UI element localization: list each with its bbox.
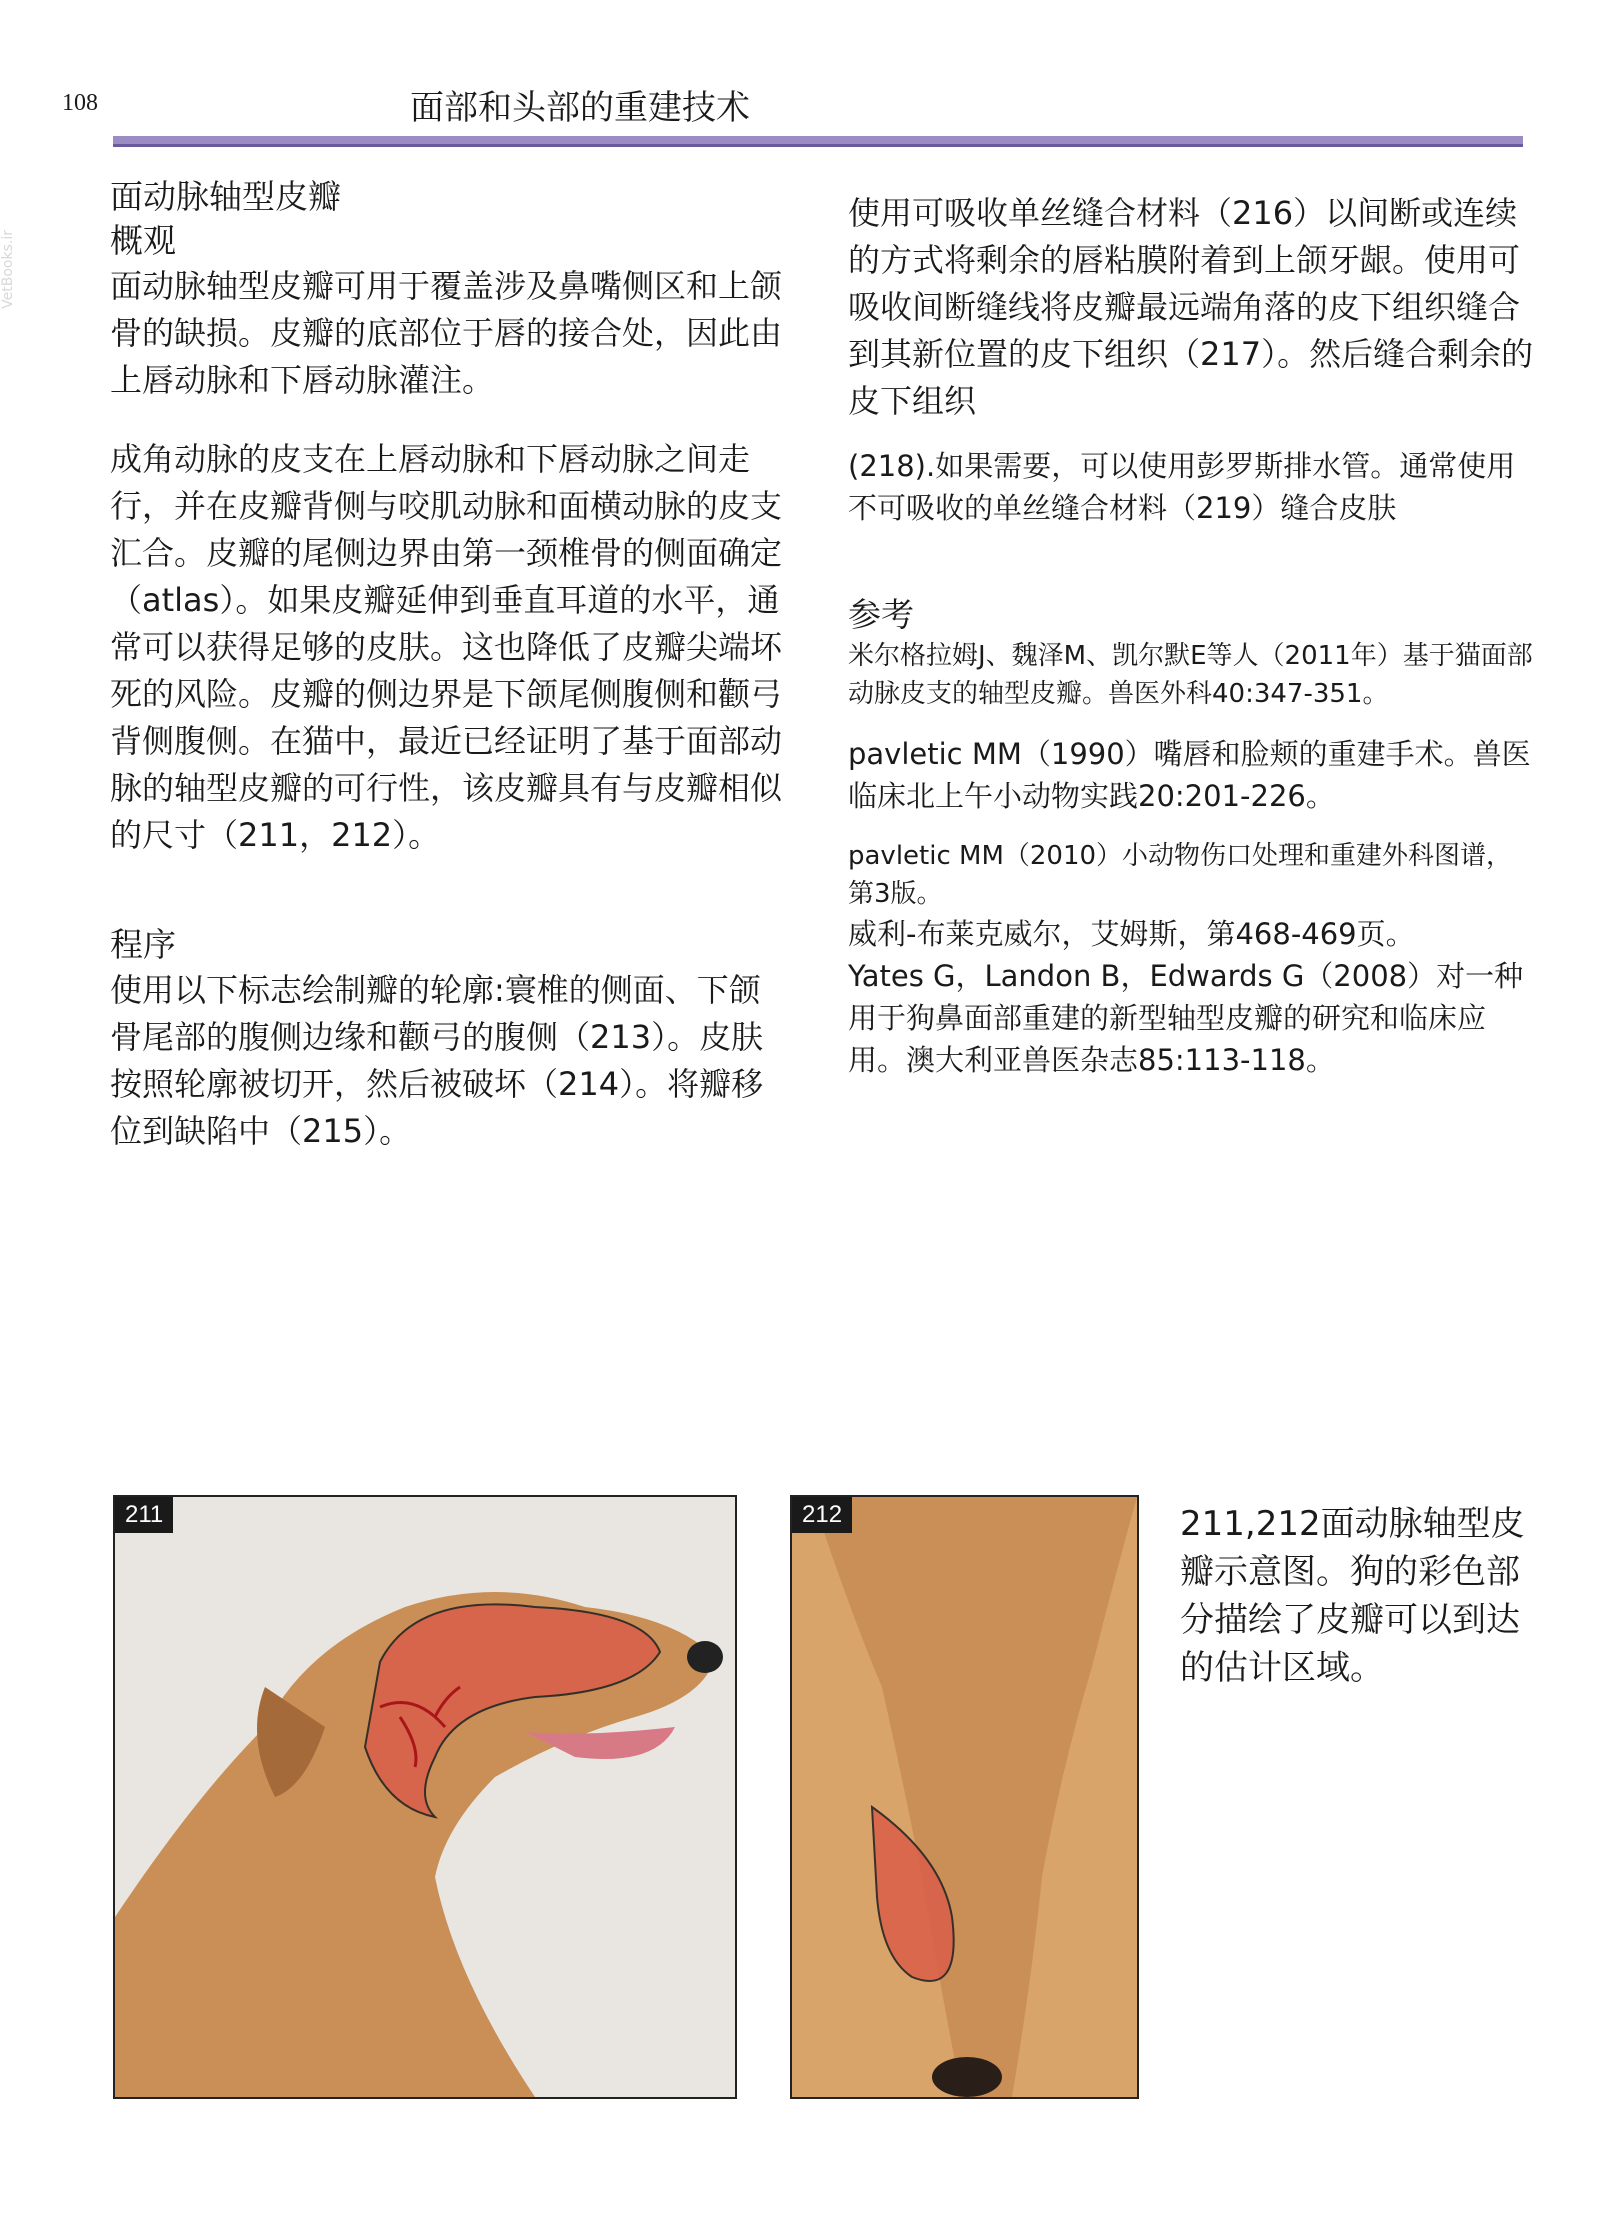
- right-column: [848, 190, 1538, 1081]
- procedure-paragraph-2: 使用可吸收单丝缝合材料（216）以间断或连续的方式将剩余的唇粘膜附着到上颌牙龈。使用可吸收间断缝线将皮瓣最远端角落的皮下组织缝合到其新位置的皮下组织（217）。然后缝合剩余的皮下组织: [848, 194, 1534, 420]
- overview-paragraph-1: 面动脉轴型皮瓣可用于覆盖涉及鼻嘴侧区和上颌骨的缺损。皮瓣的底部位于唇的接合处，因此由上唇动脉和下唇动脉灌注。: [110, 267, 783, 399]
- dog-side-view-illustration: [115, 1497, 735, 2097]
- figure-caption: 211,212面动脉轴型皮瓣示意图。狗的彩色部分描绘了皮瓣可以到达的估计区域。: [1180, 1504, 1525, 1688]
- section-title: 面动脉轴型皮瓣: [110, 177, 341, 216]
- reference-2: pavletic MM（1990）嘴唇和脸颊的重建手术。兽医临床北上午小动物实践20:201-226。: [848, 737, 1531, 813]
- reference-1: 米尔格拉姆J、魏泽M、凯尔默E等人（2011年）基于猫面部动脉皮支的轴型皮瓣。兽医外科40:347-351。: [848, 641, 1533, 709]
- watermark: VetBooks.ir: [0, 230, 16, 309]
- page-number: 108: [62, 90, 98, 116]
- references-heading: 参考: [848, 595, 914, 634]
- dog-front-view-illustration: [792, 1497, 1137, 2097]
- header-rule: [113, 136, 1523, 147]
- reference-4: Yates G，Landon B，Edwards G（2008）对一种用于狗鼻面部重建的新型轴型皮瓣的研究和临床应用。澳大利亚兽医杂志85:113-118。: [848, 959, 1524, 1077]
- reference-3b: 威利-布莱克威尔，艾姆斯，第468-469页。: [848, 917, 1415, 951]
- overview-heading: 概观: [110, 221, 176, 260]
- reference-3a: pavletic MM（2010）小动物伤口处理和重建外科图谱，第3版。: [848, 841, 1513, 909]
- figure-212: [790, 1495, 1139, 2099]
- running-title: 面部和头部的重建技术: [410, 88, 750, 128]
- procedure-heading: 程序: [110, 925, 176, 964]
- procedure-paragraph-3: (218).如果需要，可以使用彭罗斯排水管。通常使用不可吸收的单丝缝合材料（219）缝合皮肤: [848, 449, 1516, 525]
- overview-paragraph-2: 成角动脉的皮支在上唇动脉和下唇动脉之间走行，并在皮瓣背侧与咬肌动脉和面横动脉的皮支汇合。皮瓣的尾侧边界由第一颈椎骨的侧面确定（atlas）。如果皮瓣延伸到垂直耳道的水平，通常可以获得足够的皮肤。这也降低了皮瓣尖端坏死的风险。皮瓣的侧边界是下颌尾侧腹侧和颧弓背侧腹侧。在猫中，最近已经证明了基于面部动脉的轴型皮瓣的可行性，该皮瓣具有与皮瓣相似的尺寸（211，212）。: [110, 440, 783, 854]
- figure-label-211: 211: [115, 1497, 173, 1533]
- procedure-paragraph-1: 使用以下标志绘制瓣的轮廓:寰椎的侧面、下颌骨尾部的腹侧边缘和颧弓的腹侧（213）。皮肤按照轮廓被切开，然后被破坏（214）。将瓣移位到缺陷中（215）。: [110, 971, 764, 1150]
- figure-211: [113, 1495, 737, 2099]
- left-column: [110, 175, 790, 1155]
- figure-label-212: 212: [792, 1497, 852, 1533]
